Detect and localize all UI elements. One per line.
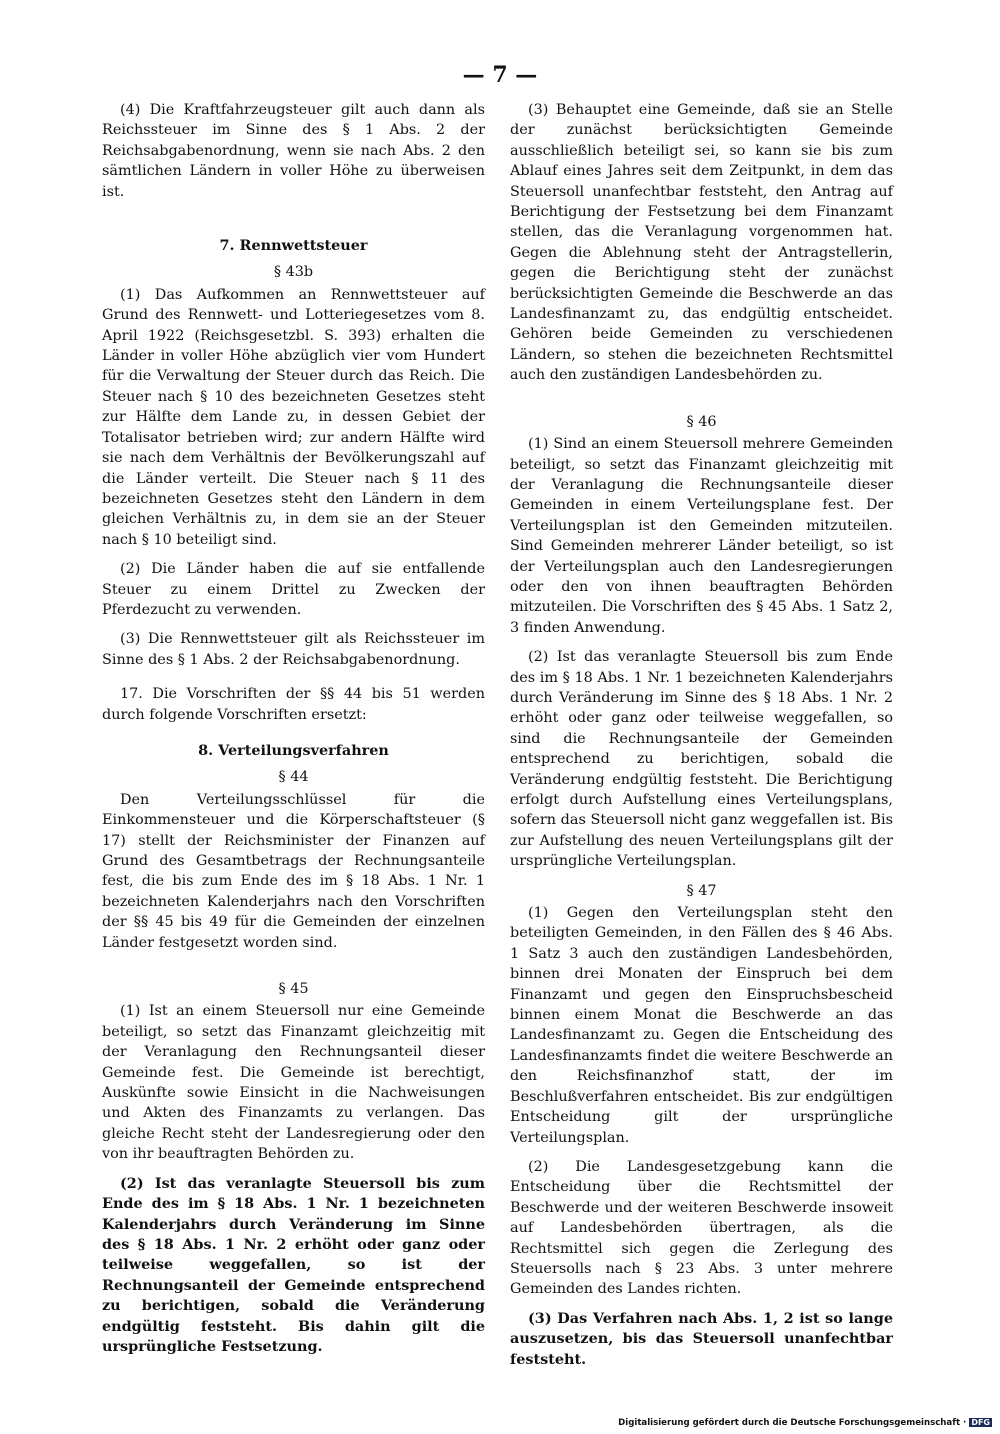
paragraph-mark-43b: § 43b (273, 264, 314, 281)
paragraph-mark-46: § 46 (686, 413, 717, 430)
paragraph-47-1: (1) Gegen den Verteilungsplan steht den beteiligten Gemeinden, in den Fällen des § 46 Abs. 1 Satz 3 auch den zuständigen Landesbehörden, binnen drei Monaten der Einspruch bei dem Finanzamt und gegen den Einspruchsbescheid binnen einem Monat die Beschwerde an das Landesfinanzamt zu. Gegen die Entscheidung des Landesfinanzamts findet die weitere Beschwerde an den Reichsfinanzhof statt, der im Beschlußverfahren entscheidet. Bis zur endgültigen Entscheidung gilt der ursprüngliche Verteilungsplan. (510, 905, 893, 1146)
paragraph-43a-4: (4) Die Kraftfahrzeugsteuer gilt auch dann als Reichssteuer im Sinne des § 1 Abs. 2 der Reichsabgabenordnung, wenn sie nach Abs. 2 den sämtlichen Ländern in voller Höhe zu überweisen ist. (102, 102, 485, 200)
paragraph-44: Den Verteilungsschlüssel für die Einkommensteuer und die Körperschaftsteuer (§ 17) stellt der Reichsminister der Finanzen auf Grund des Gesamtbetrags der Rechnungsanteile fest, die bis zum Ende des im § 18 Abs. 1 Nr. 1 bezeichneten Kalenderjahrs nach den Vorschriften der §§ 45 bis 49 für die Gemeinden der einzelnen Länder festgesetzt worden sind. (102, 791, 485, 951)
paragraph-46-1: (1) Sind an einem Steuersoll mehrere Gemeinden beteiligt, so setzt das Finanzamt gleichzeitig mit der Veranlagung die Rechnungsanteile dieser Gemeinden in einem Verteilungsplane fest. Der Verteilungsplan ist den Gemeinden mitzuteilen. Sind Gemeinden mehrerer Länder beteiligt, so ist der Verteilungsplan auch den Landesregierungen oder den von ihnen beauftragten Behörden mitzuteilen. Die Vorschriften des § 45 Abs. 1 Satz 2, 3 finden Anwendung. (510, 436, 893, 636)
paragraph-47-2: (2) Die Landesgesetzgebung kann die Entscheidung über die Rechtsmittel der Beschwerde und der weiteren Beschwerde insoweit auf Landesbehörden übertragen, als die Rechtsmittel sich gegen die Zerlegung des Steuersolls nach § 23 Abs. 3 unter mehrere Gemeinden des Landes richten. (510, 1158, 893, 1298)
paragraph-43b-2: (2) Die Länder haben die auf sie entfallende Steuer zu einem Drittel zu Zwecken der Pferdezucht zu verwenden. (102, 561, 485, 618)
paragraph-45-2: (2) Ist das veranlagte Steuersoll bis zum Ende des im § 18 Abs. 1 Nr. 1 bezeichneten Kalenderjahrs durch Veränderung im Sinne des § 18 Abs. 1 Nr. 2 erhöht oder ganz oder teilweise weggefallen, so ist der Rechnungsanteil der Gemeinde entsprechend zu berichtigen, sobald die Veränderung endgültig feststeht. Bis dahin gilt die ursprüngliche Festsetzung. (102, 1174, 485, 1355)
footer-text: Digitalisierung gefördert durch die Deutsche Forschungsgemeinschaft · (618, 1418, 967, 1428)
paragraph-mark-44: § 44 (278, 769, 309, 786)
paragraph-43b-3: (3) Die Rennwettsteuer gilt als Reichssteuer im Sinne des § 1 Abs. 2 der Reichsabgabenordnung. (102, 631, 485, 668)
paragraph-45-1: (1) Ist an einem Steuersoll nur eine Gemeinde beteiligt, so setzt das Finanzamt gleichzeitig mit der Veranlagung den Rechnungsanteil dieser Gemeinde fest. Die Gemeinde ist berechtigt, Auskünfte sowie Einsicht in die Nachweisungen und Akten des Finanzamts zu verlangen. Das gleiche Recht steht der Landesregierung oder den von ihr beauftragten Behörden zu. (102, 1003, 485, 1163)
left-column (102, 100, 485, 1366)
page-number: — 7 — (462, 62, 538, 88)
paragraph-mark-47: § 47 (686, 882, 717, 899)
paragraph-47-3: (3) Das Verfahren nach Abs. 1, 2 ist so lange auszusetzen, bis das Steuersoll unanfechtbar feststeht. (510, 1309, 893, 1368)
paragraph-mark-45: § 45 (278, 981, 309, 998)
digitization-footer (618, 1418, 992, 1428)
paragraph-43b-1: (1) Das Aufkommen an Rennwettsteuer auf Grund des Rennwett- und Lotteriegesetzes vom 8. April 1922 (Reichsgesetzbl. S. 393) erhalten die Länder in voller Höhe abzüglich vier vom Hundert für die Verwaltung der Steuer durch das Reich. Die Steuer nach § 10 des bezeichneten Gesetzes steht zur Hälfte dem Lande zu, in dessen Gebiet der Totalisator betrieben wird; zur andern Hälfte wird sie nach dem Verhältnis der Bevölkerungszahl auf die Länder verteilt. Die Steuer nach § 11 des bezeichneten Gesetzes steht den Ländern in dem gleichen Verhältnis zu, in dem sie an der Steuer nach § 10 beteiligt sind. (102, 286, 485, 548)
paragraph-17: 17. Die Vorschriften der §§ 44 bis 51 werden durch folgende Vorschriften ersetzt: (102, 686, 485, 723)
paragraph-46-2: (2) Ist das veranlagte Steuersoll bis zum Ende des im § 18 Abs. 1 Nr. 1 bezeichneten Kalenderjahrs durch Veränderung im Sinne des § 18 Abs. 1 Nr. 2 erhöht oder ganz oder teilweise weggefallen, so sind die Rechnungsanteile der Gemeinden entsprechend zu berichtigen, sobald die Veränderung endgültig feststeht. Die Berichtigung erfolgt durch Aufstellung eines Verteilungsplans, sofern das Steuersoll nicht ganz weggefallen ist. Bis zur Aufstellung des neuen Verteilungsplans gilt der ursprüngliche Verteilungsplan. (510, 649, 893, 870)
dfg-logo: DFG (971, 1418, 990, 1427)
right-column (510, 100, 893, 1379)
section-heading-8: 8. Verteilungsverfahren (198, 741, 389, 759)
section-heading-7: 7. Rennwettsteuer (219, 237, 368, 255)
paragraph-45-3: (3) Behauptet eine Gemeinde, daß sie an Stelle der zunächst berücksichtigten Gemeinde ausschließlich beteiligt sei, so kann sie bis zum Ablauf eines Jahres seit dem Zeitpunkt, in dem das Steuersoll unanfechtbar feststeht, den Antrag auf Berichtigung der Festsetzung bei dem Finanzamt stellen, das die Veranlagung vorgenommen hat. Gegen die Ablehnung steht der Antragstellerin, gegen die Berichtigung steht der zunächst berücksichtigten Gemeinde die Beschwerde an das Landesfinanzamt zu, das endgültig entscheidet. Gehören beide Gemeinden zu verschiedenen Ländern, so stehen die bezeichneten Rechtsmittel auch den zuständigen Landesbehörden zu. (510, 102, 893, 384)
